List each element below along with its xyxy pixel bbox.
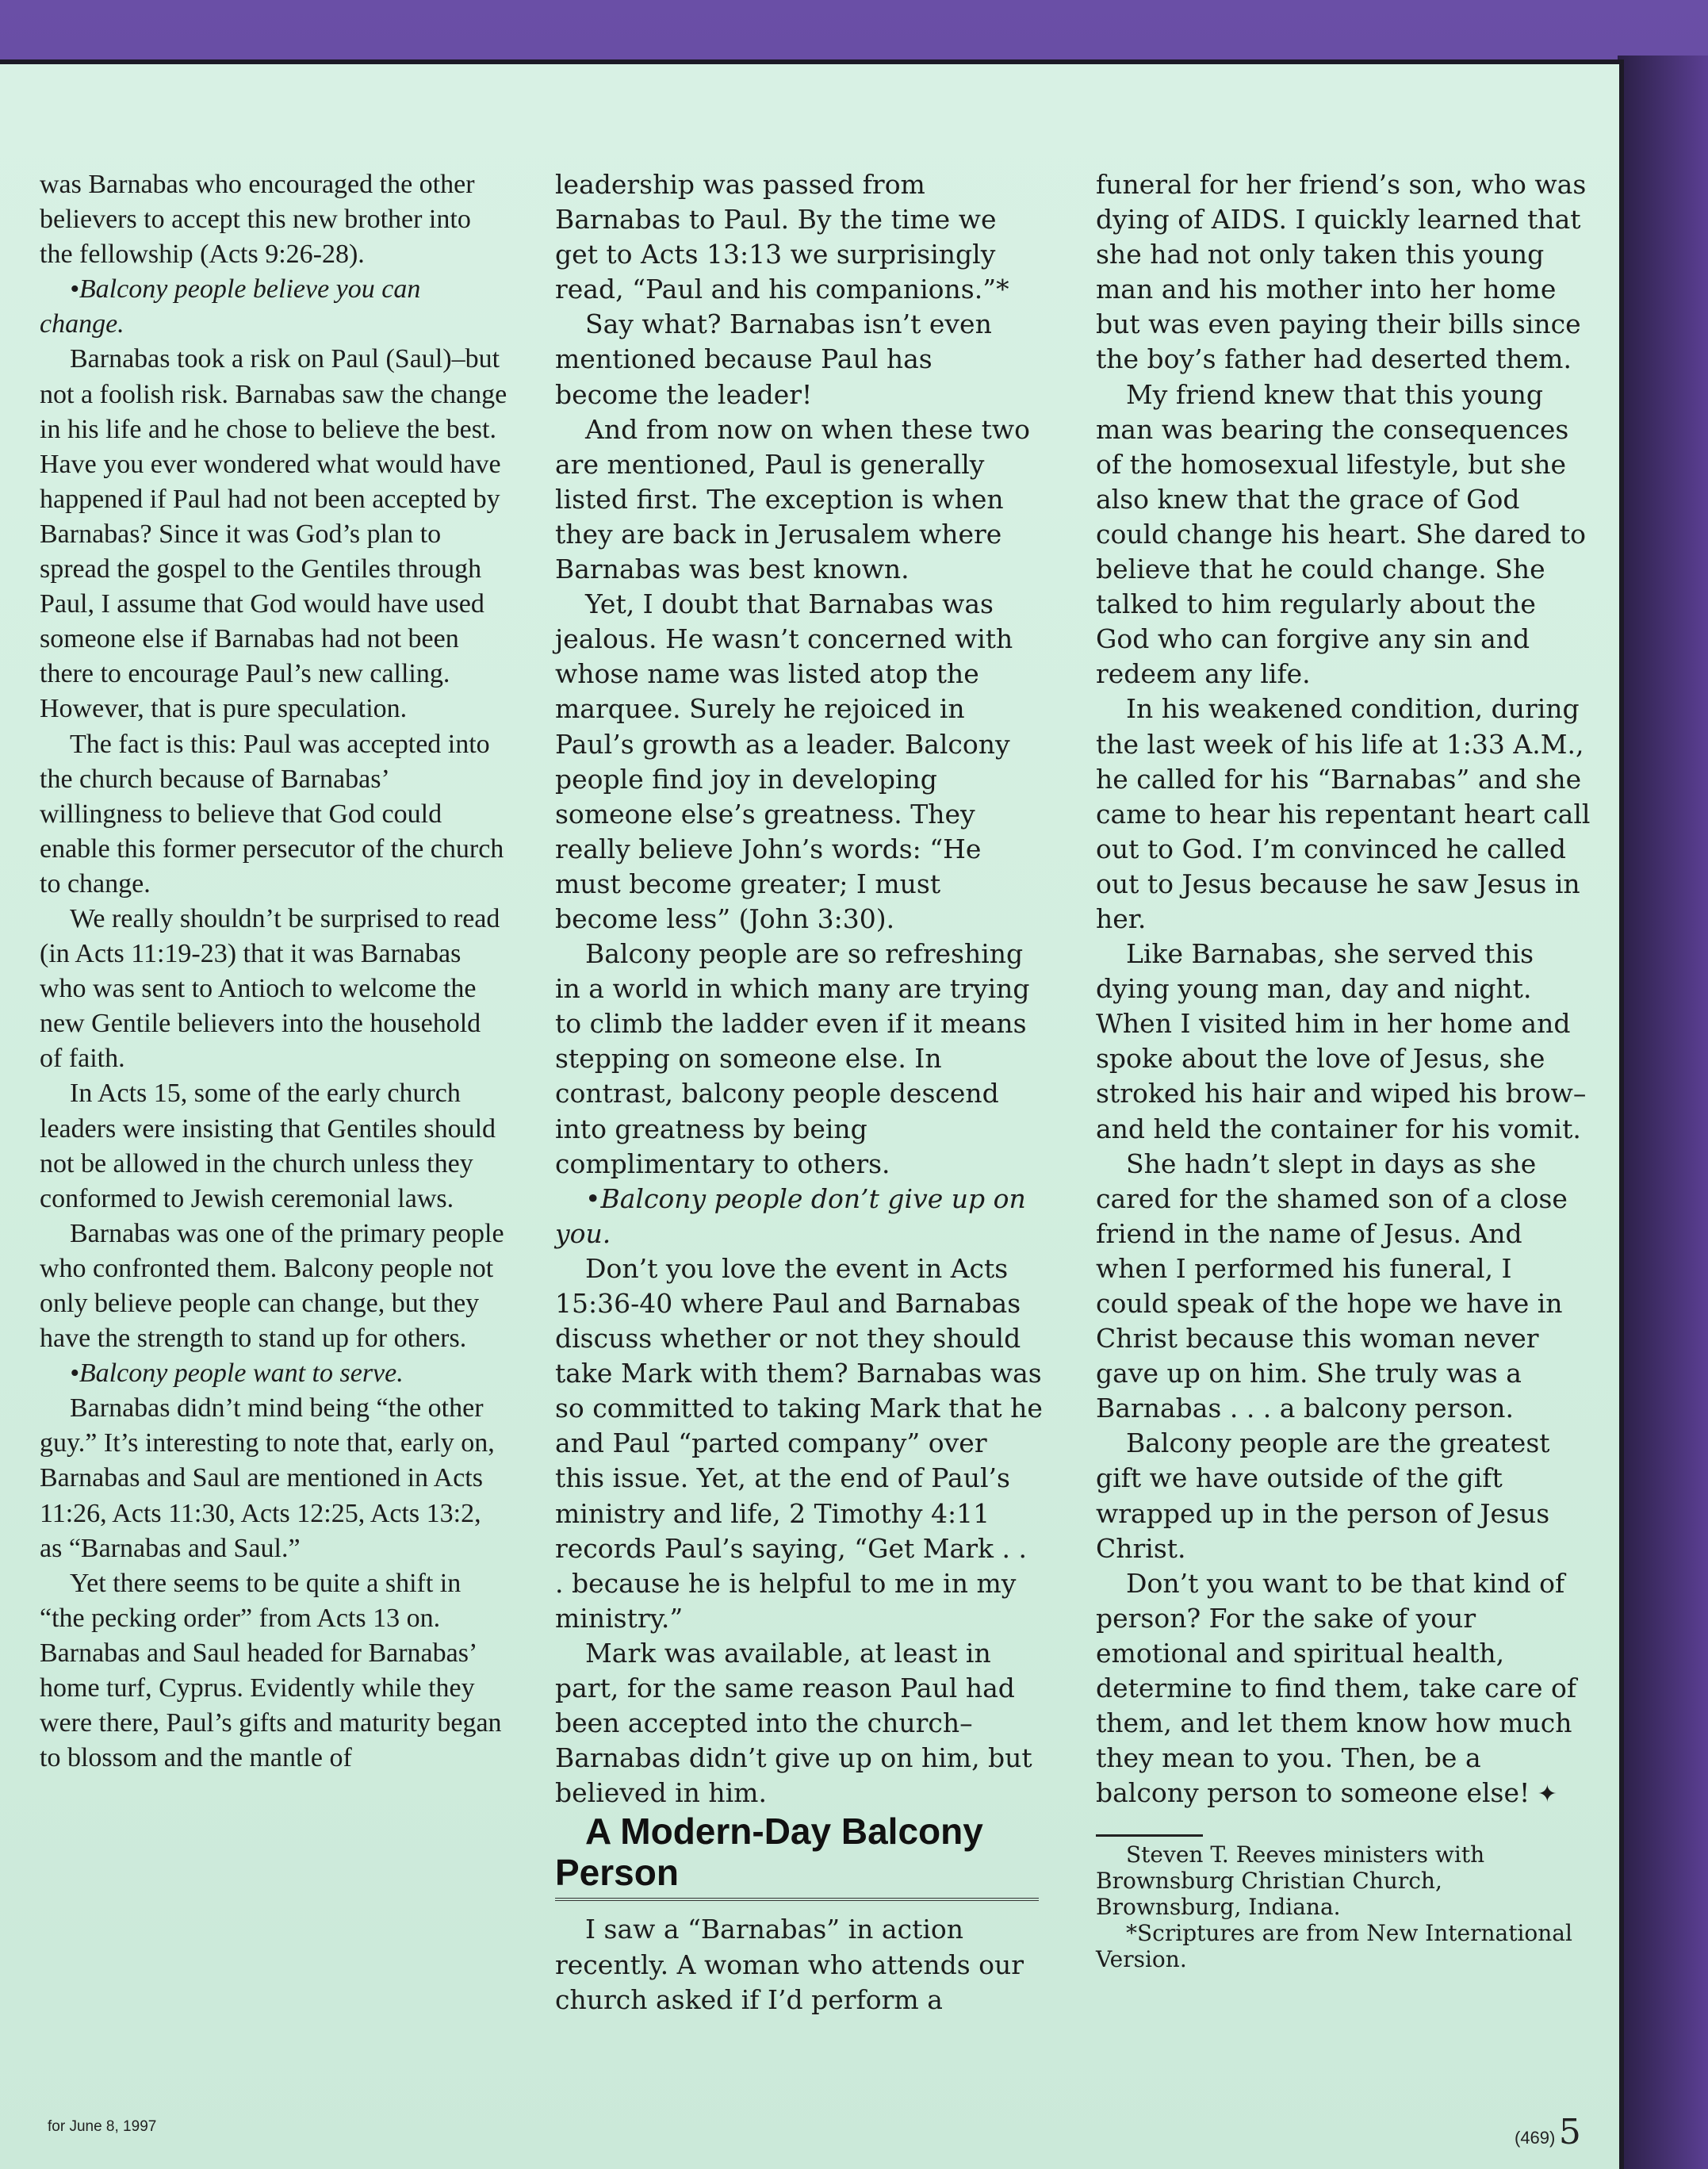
column2_after-paragraph: I saw a “Barnabas” in action recently. A woman who attends our church asked if I’d perform a — [555, 1914, 1024, 2015]
column-3 — [1096, 167, 1591, 1972]
issue-date: for June 8, 1997 — [48, 2118, 157, 2135]
page-number-block — [1515, 2112, 1581, 2152]
author-bio: Steven T. Reeves ministers with Brownsburg Christian Church, Brownsburg, Indiana. — [1096, 1841, 1485, 1921]
column3-paragraph: funeral for her friend’s son, who was dying of AIDS. I quickly learned that she had not only taken this young man and his mother into her home but was even paying their bills since the boy’s father had deserted them. — [1096, 169, 1587, 375]
column1-paragraph: Barnabas was one of the primary people who confronted them. Balcony people not only believe people can change, but they have the strength to stand up for others. — [40, 1218, 504, 1354]
column-2 — [555, 167, 1043, 2018]
column2-paragraph: And from now on when these two are mentioned, Paul is generally listed first. The exception is when they are back in Jerusalem where Barnabas was best known. — [555, 413, 1030, 585]
section-heading: A Modern-Day Balcony Person — [555, 1811, 983, 1894]
column3-paragraph: My friend knew that this young man was bearing the consequences of the homosexual lifestyle, but she also knew that the grace of God could change his heart. She dared to believe that he could change. She talked to him regularly about the God who can forgive any sin and redeem any life. — [1096, 378, 1587, 690]
page-shadow — [1618, 56, 1708, 2169]
column1-paragraph: We really shouldn’t be surprised to read (in Acts 11:19-23) that it was Barnabas who was sent to Antioch to welcome the new Gentile believers into the household of faith. — [40, 903, 500, 1074]
column2-paragraph: Don’t you love the event in Acts 15:36-40 where Paul and Barnabas discuss whether or not they should take Mark with them? Barnabas was so committed to taking Mark that he and Paul “parted company” over this issue. Yet, at the end of Paul’s ministry and life, 2 Timothy 4:11 records Paul’s saying, “Get Mark . . . because he is helpful to me in my ministry.” — [555, 1252, 1043, 1634]
scripture-note: *Scriptures are from New International Version. — [1096, 1920, 1572, 1973]
column1-paragraph: •Balcony people believe you can change. — [40, 274, 421, 339]
column2-paragraph: •Balcony people don’t give up on you. — [555, 1182, 1026, 1249]
column1-paragraph: Barnabas took a risk on Paul (Saul)–but not a foolish risk. Barnabas saw the change in his life and he chose to believe the best. Have you ever wondered what would have happened if Paul had not been accepted by Barnabas? Since it was God’s plan to spread the gospel to the Gentiles through Paul, I assume that God would have used someone else if Barnabas had not been there to encourage Paul’s new calling. However, that is pure speculation. — [40, 344, 507, 724]
bio-rule — [1096, 1834, 1203, 1837]
column-1 — [40, 167, 507, 1776]
magazine-page — [0, 59, 1624, 2169]
column3-paragraph: Like Barnabas, she served this dying young man, day and night. When I visited him in her home and spoke about the love of Jesus, she stroked his hair and wiped his brow–and held the container for his vomit. — [1096, 938, 1587, 1144]
column1-paragraph: The fact is this: Paul was accepted into the church because of Barnabas’ willingness to believe that God could enable this former persecutor of the church to change. — [40, 729, 504, 899]
column2-paragraph: Mark was available, at least in part, for the same reason Paul had been accepted into the church–Barnabas didn’t give up on him, but believed in him. — [555, 1637, 1032, 1809]
column3-paragraph: Don’t you want to be that kind of person? For the sake of your emotional and spiritual health, determine to find them, take care of them, and let them know how much they mean to you. Then, be a balcony person to someone else! ✦ — [1096, 1567, 1577, 1809]
page-code: (469) — [1515, 2128, 1556, 2148]
column2-paragraph: Say what? Barnabas isn’t even mentioned because Paul has become the leader! — [555, 308, 992, 410]
column1-paragraph: Barnabas didn’t mind being “the other guy.” It’s interesting to note that, early on, Barnabas and Saul are mentioned in Acts 11:26, Acts 11:30, Acts 12:25, Acts 13:2, as “Barnabas and Saul.” — [40, 1393, 495, 1563]
column1-paragraph: Yet there seems to be quite a shift in “the pecking order” from Acts 13 on. Barnabas and Saul headed for Barnabas’ home turf, Cyprus. Evidently while they were there, Paul’s gifts and maturity began to blossom and the mantle of — [40, 1568, 502, 1773]
page-number: 5 — [1558, 2112, 1581, 2152]
column1-paragraph: •Balcony people want to serve. — [70, 1358, 404, 1389]
end-mark-icon: ✦ — [1530, 1780, 1557, 1809]
column3-paragraph: She hadn’t slept in days as she cared for the shamed son of a close friend in the name of Jesus. And when I performed his funeral, I could speak of the hope we have in Christ because this woman never gave up on him. She truly was a Barnabas . . . a balcony person. — [1096, 1148, 1568, 1424]
column2-paragraph: leadership was passed from Barnabas to Paul. By the time we get to Acts 13:13 we surprisingly read, “Paul and his companions.”* — [555, 169, 1009, 305]
column1-paragraph: In Acts 15, some of the early church leaders were insisting that Gentiles should not be allowed in the church unless they conformed to Jewish ceremonial laws. — [40, 1079, 496, 1213]
heading-rule — [555, 1898, 1039, 1901]
column3-paragraph: In his weakened condition, during the last week of his life at 1:33 A.M., he called for his “Barnabas” and she came to hear his repentant heart call out to God. I’m convinced he called out to Jesus because he saw Jesus in her. — [1096, 693, 1591, 934]
column1-paragraph: was Barnabas who encouraged the other believers to accept this new brother into the fellowship (Acts 9:26-28). — [40, 170, 475, 270]
column2-paragraph: Yet, I doubt that Barnabas was jealous. He wasn’t concerned with whose name was listed atop the marquee. Surely he rejoiced in Paul’s growth as a leader. Balcony people find joy in developing someone else’s greatness. They really believe John’s words: “He must become greater; I must become less” (John 3:30). — [555, 588, 1013, 934]
column3-paragraph: Balcony people are the greatest gift we have outside of the gift wrapped up in the person of Jesus Christ. — [1096, 1427, 1550, 1564]
column2-paragraph: Balcony people are so refreshing in a world in which many are trying to climb the ladder even if it means stepping on someone else. In contrast, balcony people descend into greatness by being complimentary to others. — [555, 938, 1030, 1179]
